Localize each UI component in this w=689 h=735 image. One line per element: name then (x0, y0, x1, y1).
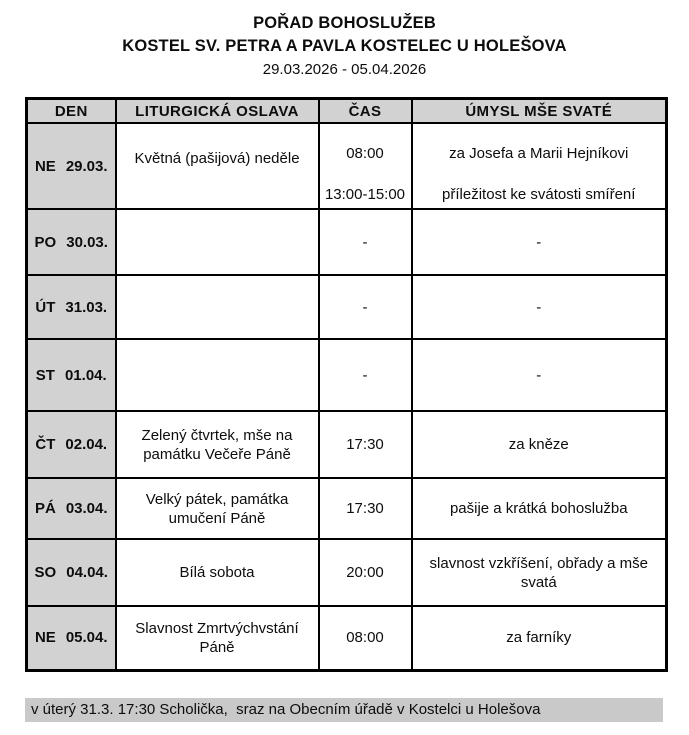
intention-cell: - (412, 209, 667, 275)
table-header-row (27, 99, 667, 124)
time-cell: 08:00 (319, 606, 412, 670)
day-date: 29.03. (65, 157, 108, 175)
day-date: 05.04. (65, 629, 108, 647)
time-entry: 13:00-15:00 (324, 185, 406, 203)
day-wrap (30, 435, 113, 454)
date-range: 29.03.2026 - 05.04.2026 (262, 61, 427, 78)
day-abbr: ST (35, 366, 55, 384)
column-header-umysl: ÚMYSL MŠE SVATÉ (412, 99, 667, 124)
table-row-so-0404 (27, 539, 667, 606)
column-header-cas: ČAS (319, 99, 412, 124)
celebration-cell: Bílá sobota (116, 539, 319, 606)
table-row-ut-3103 (27, 275, 667, 339)
day-date: 02.04. (65, 436, 108, 453)
intention-cell (412, 123, 667, 209)
intention-cell: za kněze (412, 411, 667, 478)
table-row-st-0104 (27, 339, 667, 411)
celebration-cell: Velký pátek, památka umučení Páně (116, 478, 319, 539)
time-cell: 17:30 (319, 411, 412, 478)
celebration-cell (116, 339, 319, 411)
day-date: 30.03. (66, 233, 108, 251)
intention-cell: - (412, 275, 667, 339)
schedule-table (25, 97, 668, 672)
footer-note: v úterý 31.3. 17:30 Scholička, sraz na Obecním úřadě v Kostelci u Holešova (25, 698, 663, 722)
day-cell (27, 411, 116, 478)
day-abbr: NE (34, 157, 56, 175)
document-title: POŘAD BOHOSLUŽEB (253, 14, 436, 32)
day-wrap (30, 563, 113, 582)
day-wrap (30, 499, 113, 518)
day-cell (27, 123, 116, 209)
table-row-ne-2903 (27, 123, 667, 209)
day-wrap (30, 628, 113, 647)
day-date: 01.04. (64, 366, 107, 384)
celebration-cell: Slavnost Zmrtvýchvstání Páně (116, 606, 319, 670)
intention-stack (413, 125, 666, 207)
time-cell: 20:00 (319, 539, 412, 606)
day-cell (27, 478, 116, 539)
day-abbr: SO (34, 564, 57, 581)
time-stack (320, 125, 411, 207)
time-cell: 17:30 (319, 478, 412, 539)
table-row-po-3003 (27, 209, 667, 275)
intention-cell: - (412, 339, 667, 411)
column-header-liturgicka-oslava: LITURGICKÁ OSLAVA (116, 99, 319, 124)
time-cell: - (319, 275, 412, 339)
time-cell: - (319, 339, 412, 411)
day-cell (27, 539, 116, 606)
day-cell (27, 209, 116, 275)
day-abbr: ČT (35, 436, 56, 453)
time-entry: 08:00 (346, 144, 384, 162)
day-wrap (30, 157, 113, 176)
intention-entry: za Josefa a Marii Hejníkovi (449, 144, 629, 162)
table-row-pa-0304 (27, 478, 667, 539)
day-wrap (30, 366, 113, 385)
time-cell (319, 123, 412, 209)
intention-cell: za farníky (412, 606, 667, 670)
church-name: KOSTEL SV. PETRA A PAVLA KOSTELEC U HOLEŠOVA (122, 37, 567, 55)
day-cell (27, 339, 116, 411)
document-header (0, 12, 689, 81)
celebration-cell (116, 209, 319, 275)
celebration-cell (116, 275, 319, 339)
intention-cell: pašije a krátká bohoslužba (412, 478, 667, 539)
day-date: 31.03. (65, 298, 108, 316)
day-wrap (30, 233, 113, 252)
day-cell (27, 275, 116, 339)
day-abbr: PO (34, 233, 57, 251)
day-date: 03.04. (65, 500, 108, 517)
intention-cell: slavnost vzkříšení, obřady a mše svatá (412, 539, 667, 606)
celebration-cell: Zelený čtvrtek, mše na památku Večeře Páně (116, 411, 319, 478)
day-date: 04.04. (66, 564, 108, 581)
time-cell: - (319, 209, 412, 275)
day-abbr: NE (34, 629, 56, 647)
day-cell (27, 606, 116, 670)
table-row-ct-0204 (27, 411, 667, 478)
day-wrap (30, 298, 113, 317)
table-row-ne-0504 (27, 606, 667, 670)
celebration-cell: Květná (pašijová) neděle (116, 123, 319, 209)
day-abbr: ÚT (35, 298, 56, 316)
intention-entry: příležitost ke svátosti smíření (442, 185, 636, 203)
column-header-den: DEN (27, 99, 116, 124)
day-abbr: PÁ (34, 500, 56, 517)
